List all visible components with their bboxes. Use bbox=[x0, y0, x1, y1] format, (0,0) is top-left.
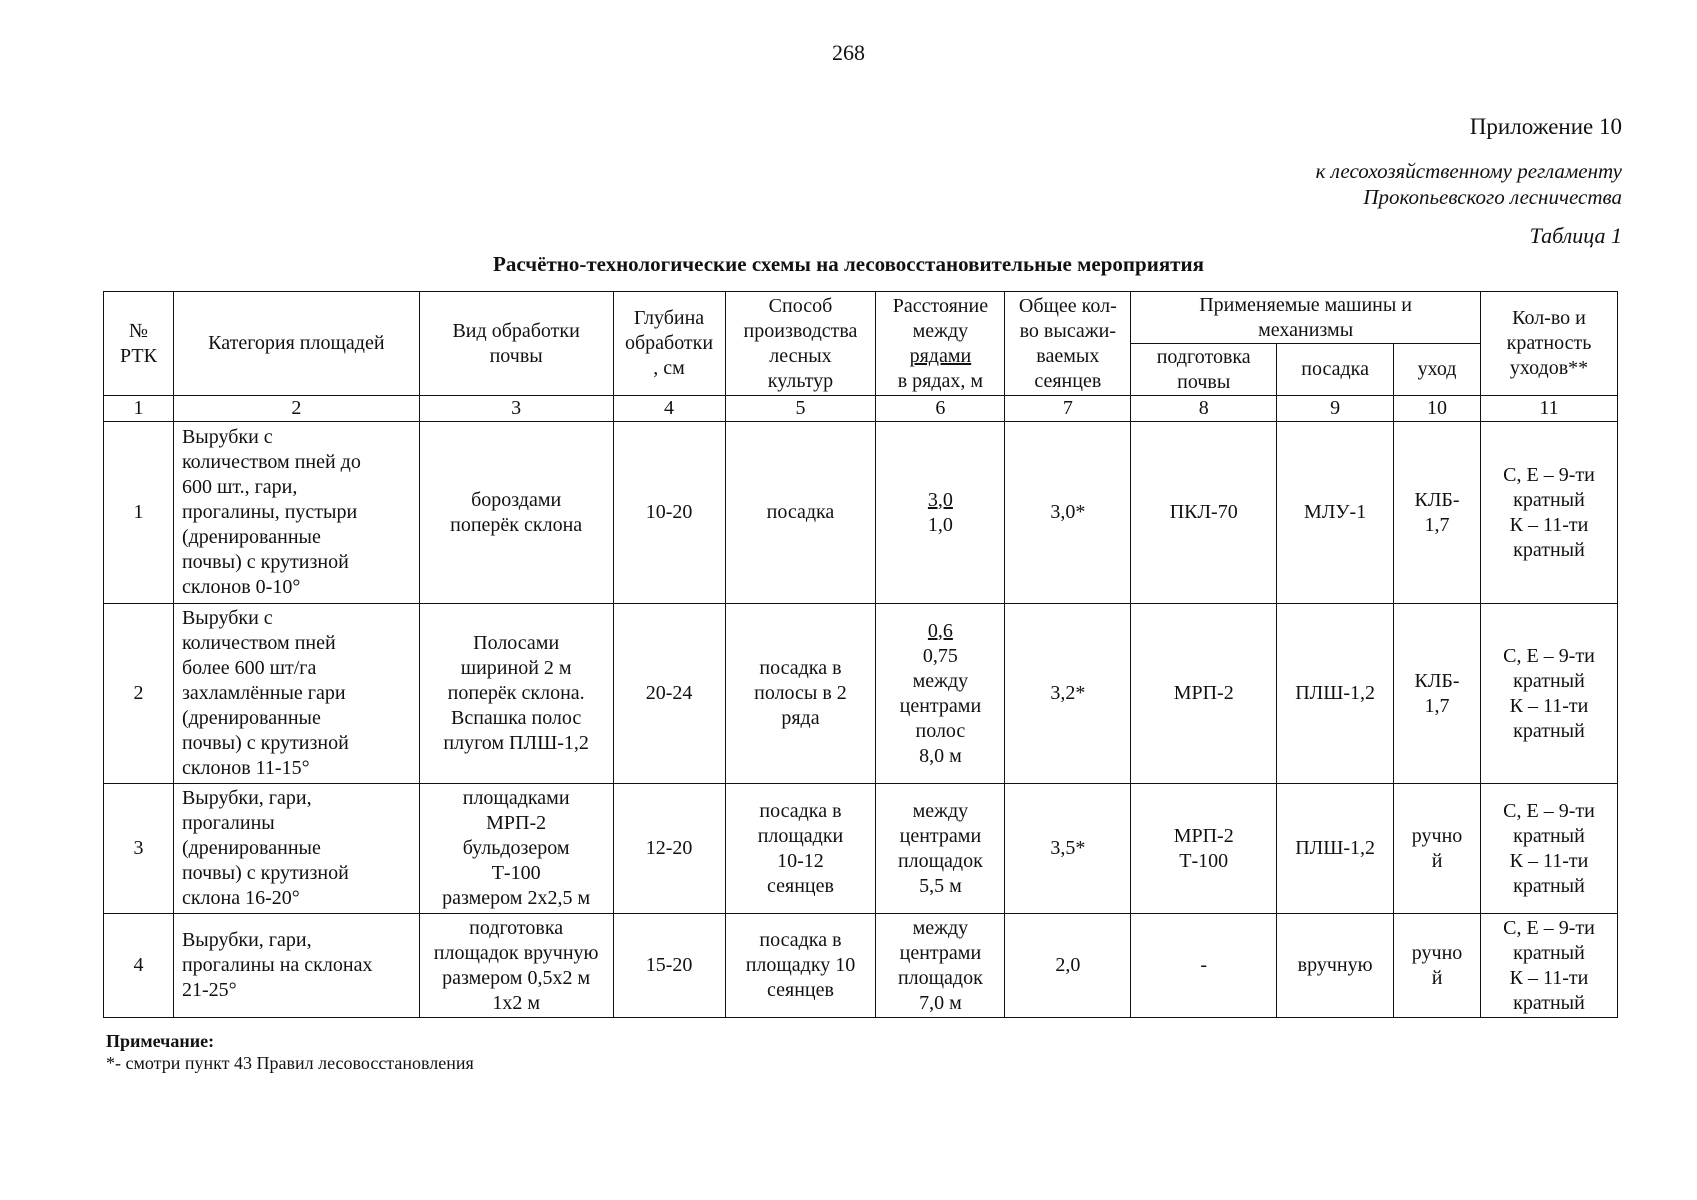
cell-category-line: прогалины, пустыри bbox=[181, 501, 358, 523]
cell-soil-prep-machine-line: Т-100 bbox=[1179, 849, 1229, 872]
cell-soil-treatment-line: размером 0,5х2 м bbox=[442, 966, 591, 989]
cell-care-count-line: кратный bbox=[1513, 874, 1585, 897]
cell-category-line: (дренированные bbox=[181, 707, 321, 729]
cell-category-line: 21-25° bbox=[181, 979, 237, 1001]
cell-distance bbox=[876, 784, 1005, 914]
cell-soil-prep-machine bbox=[1131, 784, 1277, 914]
header-soil-treatment: Вид обработки почвы bbox=[419, 292, 613, 396]
cell-soil-prep-machine bbox=[1131, 604, 1277, 784]
col-number: 10 bbox=[1394, 396, 1481, 422]
cell-soil-treatment-line: Т-100 bbox=[491, 862, 541, 884]
cell-rtk-number-line: 4 bbox=[133, 954, 144, 976]
cell-category-line: захламлённые гари bbox=[181, 682, 346, 704]
cell-rtk-number bbox=[104, 784, 174, 914]
col-number: 9 bbox=[1277, 396, 1394, 422]
col-number: 11 bbox=[1481, 396, 1618, 422]
header-depth: Глубина обработки , см bbox=[613, 292, 725, 396]
col-number: 7 bbox=[1005, 396, 1131, 422]
regulation-reference bbox=[1316, 158, 1622, 210]
cell-soil-treatment bbox=[419, 422, 613, 604]
table-row bbox=[104, 422, 1618, 604]
cell-care-count-line: С, Е – 9-ти bbox=[1503, 916, 1595, 939]
cell-category-line: склонов 0-10° bbox=[181, 576, 301, 598]
cell-soil-prep-machine-line: - bbox=[1200, 954, 1208, 976]
cell-method-line: полосы в 2 bbox=[754, 682, 847, 704]
header-machines: Применяемые машины и механизмы bbox=[1131, 292, 1481, 344]
cell-care-count-line: С, Е – 9-ти bbox=[1503, 644, 1595, 667]
cell-care-machine-line: й bbox=[1431, 849, 1443, 872]
header-total-seedlings: Общее кол- во высажи- ваемых сеянцев bbox=[1005, 292, 1131, 396]
cell-category-line: Вырубки с bbox=[181, 607, 273, 629]
cell-soil-prep-machine bbox=[1131, 914, 1277, 1018]
cell-category-line: почвы) с крутизной bbox=[181, 551, 349, 573]
technology-schemes-table bbox=[103, 291, 1618, 1018]
cell-method-line: сеянцев bbox=[767, 874, 834, 897]
cell-care-count-line: К – 11-ти bbox=[1509, 513, 1589, 536]
cell-category-line: Вырубки, гари, bbox=[181, 929, 312, 951]
cell-planting-machine bbox=[1277, 604, 1394, 784]
cell-rtk-number-line: 2 bbox=[133, 682, 144, 704]
cell-care-count-line: кратный bbox=[1513, 488, 1585, 511]
cell-care-count-line: кратный bbox=[1513, 991, 1585, 1014]
table-row bbox=[104, 604, 1618, 784]
cell-total-seedlings bbox=[1005, 604, 1131, 784]
cell-care-machine-line: КЛБ- bbox=[1414, 669, 1460, 692]
cell-category-line: 600 шт., гари, bbox=[181, 476, 298, 498]
column-number-row bbox=[104, 396, 1618, 422]
note-text: *- смотри пункт 43 Правил лесовосстановления bbox=[106, 1053, 474, 1073]
cell-planting-machine-line: МЛУ-1 bbox=[1304, 501, 1367, 523]
cell-soil-treatment-line: МРП-2 bbox=[486, 812, 547, 834]
document-title: Расчётно-технологические схемы на лесовосстановительные мероприятия bbox=[493, 252, 1204, 276]
cell-soil-treatment-line: размером 2х2,5 м bbox=[442, 887, 591, 909]
cell-distance-line: 3,0 bbox=[927, 488, 953, 511]
page-number: 268 bbox=[832, 40, 865, 65]
header-method: Способ производства лесных культур bbox=[725, 292, 876, 396]
header-category: Категория площадей bbox=[173, 292, 419, 396]
cell-distance-line: между bbox=[912, 669, 969, 692]
cell-soil-treatment-line: 1х2 м bbox=[492, 991, 540, 1014]
cell-care-count-line: К – 11-ти bbox=[1509, 694, 1589, 717]
header-soil-prep: подготовка почвы bbox=[1131, 344, 1277, 396]
table-row bbox=[104, 784, 1618, 914]
appendix-label: Приложение 10 bbox=[1469, 114, 1622, 139]
cell-care-count-line: кратный bbox=[1513, 538, 1585, 561]
cell-soil-prep-machine-line: ПКЛ-70 bbox=[1169, 501, 1238, 523]
cell-method-line: посадка в bbox=[759, 799, 842, 822]
cell-rtk-number bbox=[104, 914, 174, 1018]
cell-care-count-line: кратный bbox=[1513, 824, 1585, 847]
cell-method-line: площадки bbox=[757, 824, 844, 847]
cell-distance-line: полос bbox=[915, 719, 966, 742]
cell-care-count-line: К – 11-ти bbox=[1509, 849, 1589, 872]
note-title: Примечание: bbox=[106, 1031, 215, 1051]
cell-distance-line: центрами bbox=[899, 694, 982, 717]
cell-rtk-number bbox=[104, 422, 174, 604]
cell-care-count bbox=[1481, 784, 1618, 914]
cell-method-line: посадка в bbox=[759, 929, 842, 951]
cell-total-seedlings bbox=[1005, 784, 1131, 914]
cell-care-machine-line: ручно bbox=[1411, 941, 1463, 964]
cell-total-seedlings-line: 3,0* bbox=[1050, 501, 1086, 523]
cell-soil-treatment-line: Полосами bbox=[473, 632, 560, 654]
cell-method-line: сеянцев bbox=[767, 979, 834, 1001]
header-distance: Расстояние между рядами в рядах, м bbox=[876, 292, 1005, 396]
cell-category bbox=[173, 604, 419, 784]
cell-distance-line: площадок bbox=[897, 849, 983, 872]
cell-method bbox=[725, 604, 876, 784]
cell-care-count-line: С, Е – 9-ти bbox=[1503, 799, 1595, 822]
cell-soil-treatment bbox=[419, 914, 613, 1018]
regulation-line-1: к лесохозяйственному регламенту bbox=[1315, 159, 1622, 183]
cell-category-line: почвы) с крутизной bbox=[181, 732, 349, 754]
cell-category-line: прогалины на склонах bbox=[181, 954, 373, 976]
cell-planting-machine-line: ПЛШ-1,2 bbox=[1295, 682, 1376, 704]
cell-care-count-line: кратный bbox=[1513, 941, 1585, 964]
cell-rtk-number bbox=[104, 604, 174, 784]
cell-care-machine-line: й bbox=[1431, 966, 1443, 989]
col-number: 6 bbox=[876, 396, 1005, 422]
cell-soil-prep-machine-line: МРП-2 bbox=[1173, 682, 1234, 704]
cell-category-line: количеством пней до bbox=[181, 451, 361, 473]
cell-care-machine bbox=[1394, 784, 1481, 914]
cell-planting-machine bbox=[1277, 914, 1394, 1018]
cell-care-machine-line: КЛБ- bbox=[1414, 488, 1460, 511]
cell-depth-line: 10-20 bbox=[645, 501, 693, 523]
cell-depth bbox=[613, 604, 725, 784]
cell-distance-line: 0,6 bbox=[927, 619, 953, 642]
cell-total-seedlings bbox=[1005, 422, 1131, 604]
cell-planting-machine-line: вручную bbox=[1297, 954, 1373, 976]
cell-method-line: посадка в bbox=[759, 657, 842, 679]
cell-care-machine bbox=[1394, 604, 1481, 784]
table-label: Таблица 1 bbox=[1529, 223, 1622, 248]
cell-soil-treatment-line: подготовка bbox=[469, 916, 564, 939]
col-number: 3 bbox=[419, 396, 613, 422]
cell-depth-line: 20-24 bbox=[645, 682, 693, 704]
cell-method-line: площадку 10 bbox=[745, 954, 856, 976]
cell-care-count-line: кратный bbox=[1513, 669, 1585, 692]
cell-soil-treatment-line: Вспашка полос bbox=[451, 707, 582, 729]
cell-soil-treatment-line: бороздами bbox=[471, 488, 562, 511]
cell-soil-treatment-line: плугом ПЛШ-1,2 bbox=[443, 732, 589, 754]
cell-depth bbox=[613, 422, 725, 604]
cell-distance-line: 5,5 м bbox=[919, 874, 962, 897]
cell-distance-line: 7,0 м bbox=[919, 991, 962, 1014]
cell-distance-line: центрами bbox=[899, 941, 982, 964]
cell-category-line: Вырубки, гари, bbox=[181, 787, 312, 809]
cell-care-count bbox=[1481, 422, 1618, 604]
cell-depth bbox=[613, 784, 725, 914]
cell-distance-line: площадок bbox=[897, 966, 983, 989]
cell-category-line: Вырубки с bbox=[181, 426, 273, 448]
col-number: 5 bbox=[725, 396, 876, 422]
cell-planting-machine bbox=[1277, 784, 1394, 914]
cell-category-line: склона 16-20° bbox=[181, 887, 300, 909]
cell-distance bbox=[876, 604, 1005, 784]
cell-soil-treatment-line: шириной 2 м bbox=[460, 657, 572, 679]
cell-distance-line: между bbox=[912, 916, 969, 939]
cell-soil-prep-machine bbox=[1131, 422, 1277, 604]
cell-total-seedlings bbox=[1005, 914, 1131, 1018]
table-body bbox=[104, 422, 1618, 1018]
cell-method-line: ряда bbox=[781, 707, 820, 729]
col-number: 2 bbox=[173, 396, 419, 422]
cell-distance-line: между bbox=[912, 799, 969, 822]
cell-depth-line: 12-20 bbox=[645, 837, 693, 859]
cell-soil-treatment bbox=[419, 604, 613, 784]
cell-category bbox=[173, 784, 419, 914]
cell-planting-machine bbox=[1277, 422, 1394, 604]
cell-category-line: (дренированные bbox=[181, 837, 321, 859]
cell-rtk-number-line: 3 bbox=[133, 837, 144, 859]
col-number: 8 bbox=[1131, 396, 1277, 422]
cell-soil-treatment-line: поперёк склона bbox=[450, 513, 583, 536]
cell-method-line: 10-12 bbox=[777, 849, 824, 872]
header-care-count: Кол-во и кратность уходов** bbox=[1481, 292, 1618, 396]
cell-total-seedlings-line: 2,0 bbox=[1055, 954, 1081, 976]
cell-method bbox=[725, 914, 876, 1018]
cell-care-machine-line: 1,7 bbox=[1424, 513, 1450, 536]
regulation-line-2: Прокопьевского лесничества bbox=[1363, 185, 1622, 209]
col-number: 4 bbox=[613, 396, 725, 422]
cell-care-count bbox=[1481, 604, 1618, 784]
cell-category-line: более 600 шт/га bbox=[181, 657, 317, 679]
header-row-1 bbox=[104, 292, 1618, 344]
cell-total-seedlings-line: 3,5* bbox=[1050, 837, 1086, 859]
cell-category-line: почвы) с крутизной bbox=[181, 862, 349, 884]
cell-care-machine-line: ручно bbox=[1411, 824, 1463, 847]
header-planting: посадка bbox=[1277, 344, 1394, 396]
cell-care-count-line: К – 11-ти bbox=[1509, 966, 1589, 989]
cell-soil-treatment-line: площадками bbox=[462, 787, 570, 809]
cell-category-line: прогалины bbox=[181, 812, 275, 834]
cell-distance bbox=[876, 422, 1005, 604]
cell-category-line: количеством пней bbox=[181, 632, 336, 654]
cell-category bbox=[173, 914, 419, 1018]
cell-care-machine bbox=[1394, 422, 1481, 604]
cell-care-count-line: С, Е – 9-ти bbox=[1503, 463, 1595, 486]
header-rtk: № РТК bbox=[104, 292, 174, 396]
cell-total-seedlings-line: 3,2* bbox=[1050, 682, 1086, 704]
cell-category-line: (дренированные bbox=[181, 526, 321, 548]
cell-soil-treatment bbox=[419, 784, 613, 914]
cell-distance-line: центрами bbox=[899, 824, 982, 847]
cell-method bbox=[725, 784, 876, 914]
cell-soil-treatment-line: поперёк склона. bbox=[447, 682, 585, 704]
cell-depth bbox=[613, 914, 725, 1018]
cell-category bbox=[173, 422, 419, 604]
cell-soil-treatment-line: бульдозером bbox=[462, 837, 570, 859]
cell-depth-line: 15-20 bbox=[645, 954, 693, 976]
cell-care-count bbox=[1481, 914, 1618, 1018]
col-number: 1 bbox=[104, 396, 174, 422]
table-row bbox=[104, 914, 1618, 1018]
cell-category-line: склонов 11-15° bbox=[181, 757, 310, 779]
cell-soil-prep-machine-line: МРП-2 bbox=[1173, 824, 1234, 847]
cell-care-machine-line: 1,7 bbox=[1424, 694, 1450, 717]
cell-rtk-number-line: 1 bbox=[133, 501, 144, 523]
cell-planting-machine-line: ПЛШ-1,2 bbox=[1295, 837, 1376, 859]
cell-method bbox=[725, 422, 876, 604]
cell-method-line: посадка bbox=[766, 501, 835, 523]
cell-care-count-line: кратный bbox=[1513, 719, 1585, 742]
footnote bbox=[106, 1031, 474, 1074]
cell-distance-line: 8,0 м bbox=[919, 744, 962, 767]
cell-distance-line: 0,75 bbox=[922, 644, 958, 667]
cell-care-machine bbox=[1394, 914, 1481, 1018]
cell-distance bbox=[876, 914, 1005, 1018]
header-care: уход bbox=[1394, 344, 1481, 396]
cell-soil-treatment-line: площадок вручную bbox=[433, 941, 599, 964]
cell-distance-line: 1,0 bbox=[927, 513, 953, 536]
